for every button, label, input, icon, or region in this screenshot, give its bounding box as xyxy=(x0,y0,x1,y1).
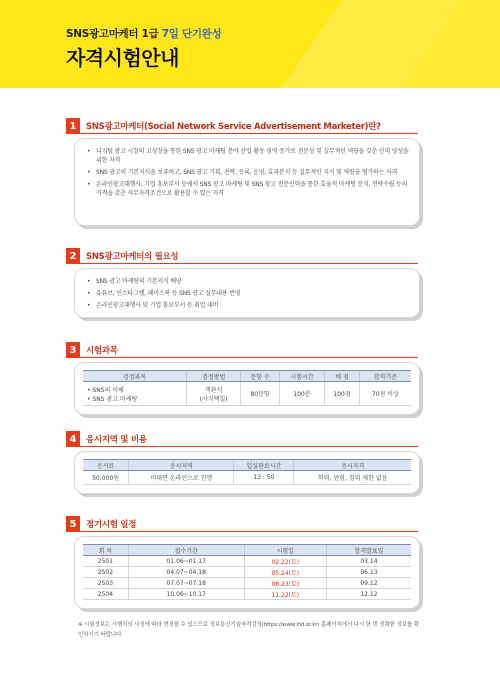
table-cell: 13 : 50 xyxy=(234,471,294,485)
section-number: 4 xyxy=(66,431,80,447)
table-header: 시험시간 xyxy=(279,371,325,382)
section-header xyxy=(66,516,418,532)
section-divider xyxy=(80,446,418,447)
table-cell: 11.22(토) xyxy=(244,589,326,600)
table-header: 입실완료시간 xyxy=(234,460,294,471)
section-divider xyxy=(80,531,418,532)
schedule-table xyxy=(83,544,411,600)
subjects-table xyxy=(83,370,411,406)
section-header xyxy=(66,431,418,447)
table-row xyxy=(83,567,411,578)
section-header xyxy=(66,342,418,358)
table-cell: 12.12 xyxy=(326,589,411,600)
section-header xyxy=(66,248,418,264)
table-cell: 70점 이상 xyxy=(359,382,411,406)
table-header: 합격기준 xyxy=(359,371,411,382)
page-title: 자격시험안내 xyxy=(66,46,179,70)
table-header: 응시지역 xyxy=(129,460,234,471)
table-cell: 80문항 xyxy=(241,382,279,406)
table-cell: 03.14 xyxy=(326,556,411,567)
table-cell xyxy=(186,382,240,406)
section-divider xyxy=(80,133,418,134)
list-item: • 디지털 광고 시장의 고성장을 통한 SNS 광고 마케팅 분야 산업 활동 영역 증가로 전문성 및 실무적인 역량을 갖춘 인력 양성을 위한 자격 xyxy=(87,147,409,165)
table-cell: 10.06~10.17 xyxy=(128,589,244,600)
content-box xyxy=(74,268,420,318)
table-cell: 학력, 연령, 경력 제한 없음 xyxy=(294,471,411,485)
section-subjects xyxy=(66,342,418,415)
section-title: SNS광고마케터(Social Network Service Advertisement Marketer)란? xyxy=(86,122,381,132)
section-title: 응시지역 및 비용 xyxy=(86,435,147,445)
table-cell: 2502 xyxy=(83,567,128,578)
table-header: 배 점 xyxy=(325,371,359,382)
table-cell: 01.06~01.17 xyxy=(128,556,244,567)
subject-line: • SNS의 이해 xyxy=(87,386,124,394)
section-necessity xyxy=(66,248,418,318)
table-cell: 100분 xyxy=(279,382,325,406)
table-header: 검정과목 xyxy=(83,371,186,382)
list-item: • SNS 광고의 기본지식을 보유하고, SNS 광고 기획, 전략, 등록, 운영, 효과분석 등 실무적인 지식 및 역량을 평가하는 자격 xyxy=(87,168,409,177)
table-cell: 06.13 xyxy=(326,567,411,578)
table-row xyxy=(83,578,411,589)
method-line: (사지택일) xyxy=(199,395,228,403)
list-item: • SNS 광고 마케팅의 기본지식 배양 xyxy=(87,277,409,286)
table-cell: 2501 xyxy=(83,556,128,567)
section-region-cost xyxy=(66,431,418,494)
subtitle-prefix: SNS광고마케터 1급 xyxy=(66,28,162,40)
table-cell: 08.23(토) xyxy=(244,578,326,589)
section-title: 정기시험 일정 xyxy=(86,520,137,530)
table-cell: 05.24(토) xyxy=(244,567,326,578)
section-number: 3 xyxy=(66,342,80,358)
table-row xyxy=(83,589,411,600)
table-row xyxy=(83,382,411,406)
cost-table xyxy=(83,459,411,485)
table-cell: 2504 xyxy=(83,589,128,600)
subject-line: • SNS 광고 마케팅 xyxy=(87,395,138,403)
table-header: 접수기간 xyxy=(128,545,244,556)
section-divider xyxy=(80,263,418,264)
table-cell: 09.12 xyxy=(326,578,411,589)
table-cell: 50,000원 xyxy=(83,471,129,485)
table-header: 문항 수 xyxy=(241,371,279,382)
table-header: 회 차 xyxy=(83,545,128,556)
method-line: 객관식 xyxy=(205,386,223,394)
section-number: 5 xyxy=(66,516,80,532)
table-header: 검정방법 xyxy=(186,371,240,382)
list-item: • 유튜브, 인스타그램, 페이스북 등 SNS 광고 실무내용 반영 xyxy=(87,289,409,298)
page-header xyxy=(0,0,500,88)
footnote: ※ 시험정보는 시행처의 사정에 따라 변경될 수 있으므로 정보통신기술자격검정(https://www.ihd.or.kr) 홈페이지에서 다시 한 번 정확한 정보를 확인하시기 바랍니다. xyxy=(78,622,419,638)
subtitle-highlight: 7일 단기완성 xyxy=(161,28,222,40)
table-header: 응시료 xyxy=(83,460,129,471)
section-title: 시험과목 xyxy=(86,346,118,356)
table-cell: 02.22(토) xyxy=(244,556,326,567)
content-box xyxy=(74,536,420,609)
content-box xyxy=(74,451,420,494)
table-cell: 04.07~04.18 xyxy=(128,567,244,578)
section-number: 1 xyxy=(66,118,80,134)
content-box xyxy=(74,138,420,226)
table-row xyxy=(83,471,411,485)
table-cell: 100점 xyxy=(325,382,359,406)
table-header: 시험일 xyxy=(244,545,326,556)
section-header xyxy=(66,118,418,134)
list-item: • 온라인광고대행사, 기업 홍보부서 등에서 SNS 광고 마케팅 및 SNS 광고 전문인력을 통한 효율적 마케팅 분석, 전략수립 등의 자격을 갖춘 직무자격조건으로 활용할 수 있는 자격 xyxy=(87,180,409,198)
section-number: 2 xyxy=(66,248,80,264)
table-header: 응시자격 xyxy=(294,460,411,471)
section-schedule xyxy=(66,516,418,609)
content-box xyxy=(74,362,420,415)
section-title: SNS광고마케터의 필요성 xyxy=(86,252,179,262)
table-cell: 비대면 온라인으로 진행 xyxy=(129,471,234,485)
section-divider xyxy=(80,357,418,358)
table-cell: 07.07~07.18 xyxy=(128,578,244,589)
book-subtitle xyxy=(66,26,221,41)
section-definition xyxy=(66,118,418,226)
list-item: • 온라인광고대행사 및 기업 홍보부서 등 취업 대비 xyxy=(87,301,409,310)
table-row xyxy=(83,556,411,567)
table-cell: 2503 xyxy=(83,578,128,589)
table-cell xyxy=(83,382,186,406)
table-header: 합격발표일 xyxy=(326,545,411,556)
